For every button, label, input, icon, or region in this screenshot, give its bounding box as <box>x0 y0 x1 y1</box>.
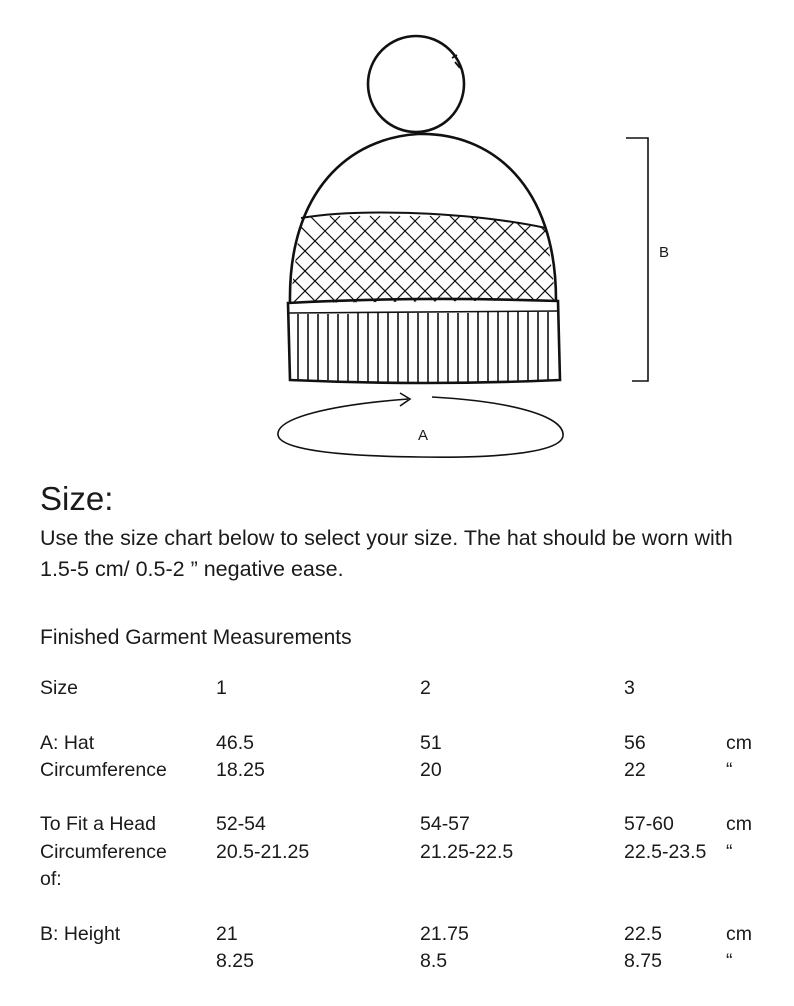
value-cell: 21.25-22.5 <box>420 841 514 863</box>
row-label: of: <box>40 868 62 890</box>
value-cell: 20.5-21.25 <box>216 841 310 863</box>
label-b: B <box>659 244 670 261</box>
value-cell: 21.75 <box>420 923 469 945</box>
value-cell: 8.5 <box>420 950 448 972</box>
size-intro: Use the size chart below to select your size. The hat should be worn with 1.5-5 cm/ 0.5-2 ” negative ease. <box>40 526 733 581</box>
value-cell: 54-57 <box>420 813 470 835</box>
value-cell: 22.5-23.5 <box>624 841 707 863</box>
hat-crown <box>290 134 556 303</box>
value-cell: 22 <box>624 759 646 781</box>
value-cell: 52-54 <box>216 813 266 835</box>
value-cell: 51 <box>420 732 442 754</box>
unit-cell: cm <box>726 923 752 945</box>
row-label: A: Hat <box>40 732 95 754</box>
hat-diagram <box>0 0 794 470</box>
pompom <box>368 36 464 132</box>
hat-sketch <box>0 0 794 470</box>
size-1-header: 1 <box>216 677 227 699</box>
value-cell: 57-60 <box>624 813 674 835</box>
value-cell: 22.5 <box>624 923 662 945</box>
value-cell: 56 <box>624 732 646 754</box>
value-cell: 20 <box>420 759 442 781</box>
size-3-header: 3 <box>624 677 635 699</box>
size-column-label: Size <box>40 677 78 699</box>
value-cell: 18.25 <box>216 759 265 781</box>
label-a: A <box>418 427 429 444</box>
unit-cell: “ <box>726 841 733 863</box>
unit-cell: cm <box>726 732 752 754</box>
height-bracket <box>626 138 648 381</box>
unit-cell: cm <box>726 813 752 835</box>
unit-cell: “ <box>726 759 733 781</box>
size-heading: Size: <box>40 480 114 517</box>
row-label: Circumference <box>40 841 167 863</box>
ribbing <box>298 312 548 382</box>
value-cell: 8.25 <box>216 950 254 972</box>
value-cell: 8.75 <box>624 950 662 972</box>
row-label: Circumference <box>40 759 167 781</box>
row-label: To Fit a Head <box>40 813 156 835</box>
unit-cell: “ <box>726 950 733 972</box>
size-2-header: 2 <box>420 677 431 699</box>
value-cell: 21 <box>216 923 238 945</box>
measurements-heading: Finished Garment Measurements <box>40 626 352 649</box>
row-label: B: Height <box>40 923 121 945</box>
value-cell: 46.5 <box>216 732 254 754</box>
